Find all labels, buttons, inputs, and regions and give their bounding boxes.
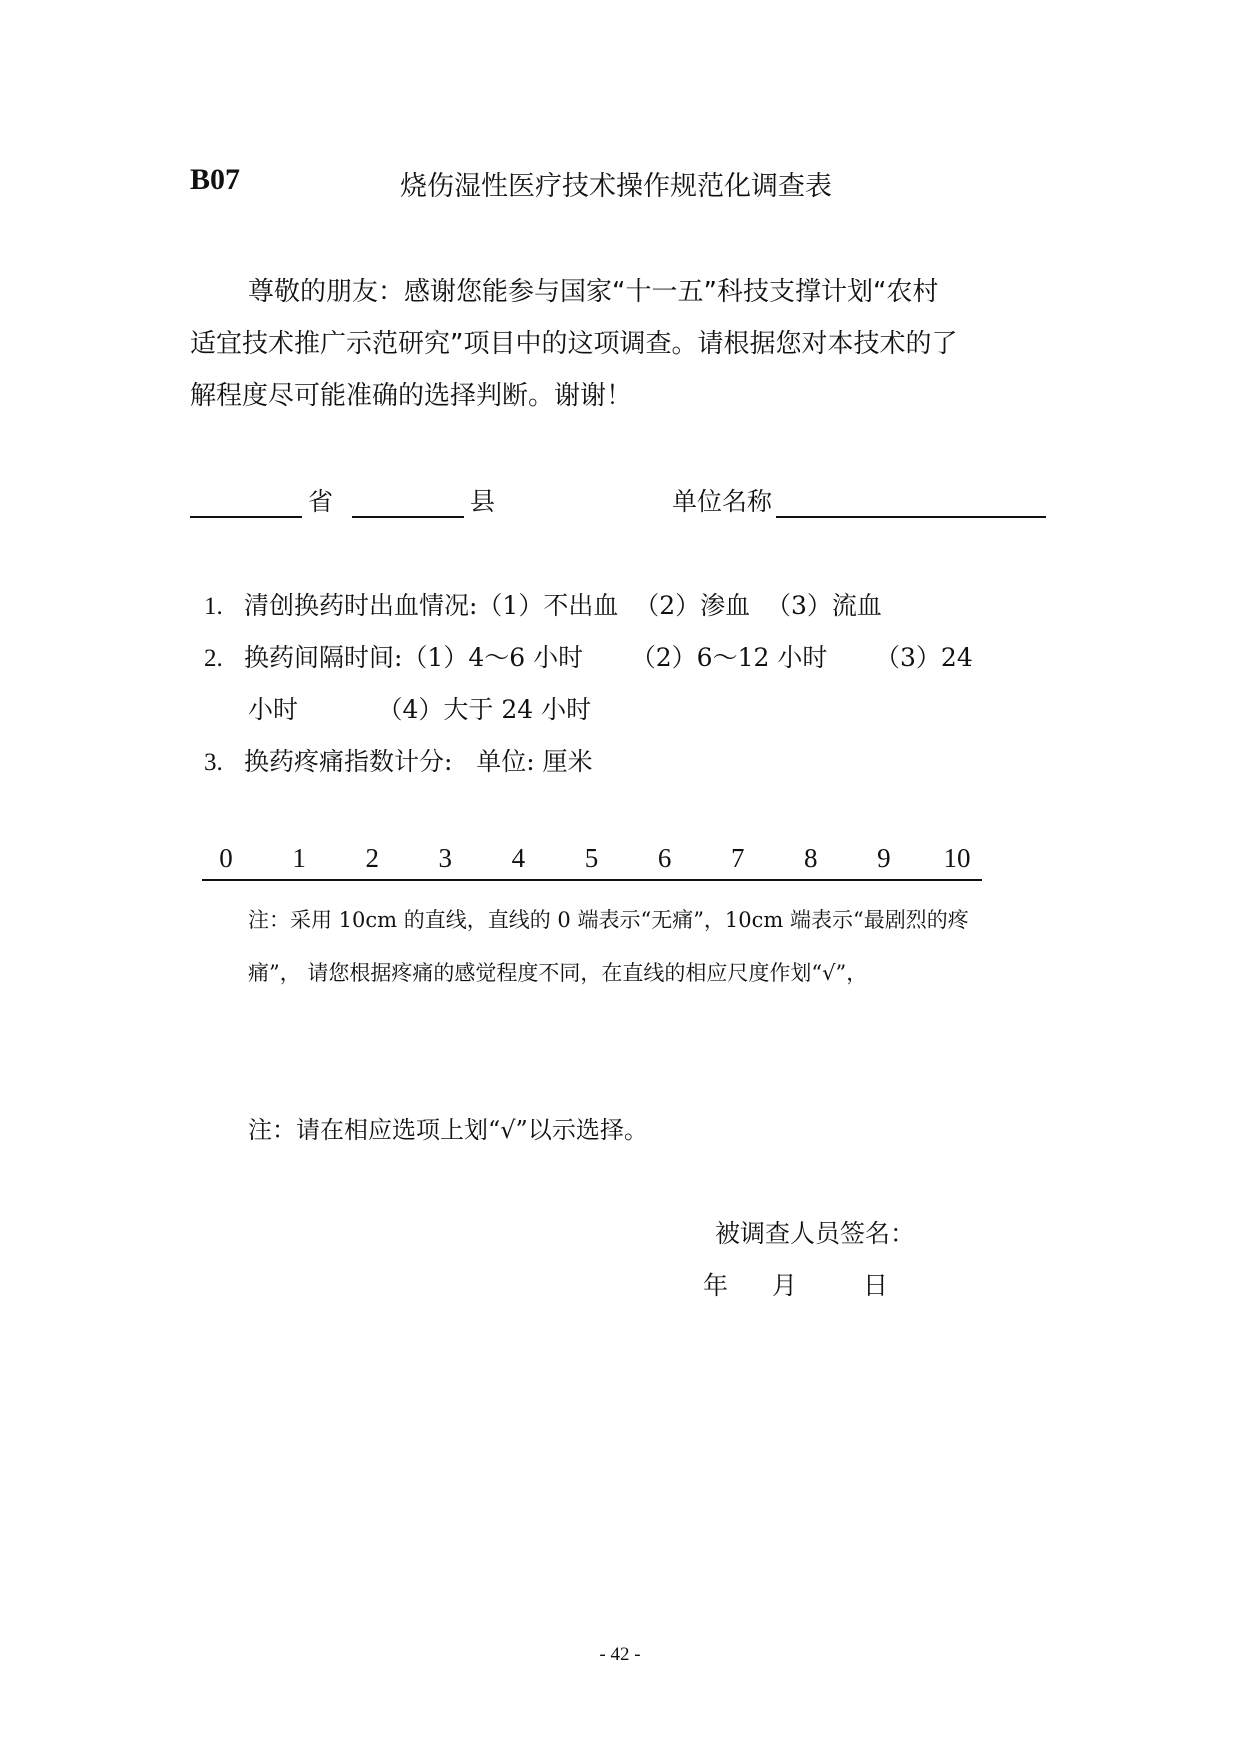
- intro-line-1: 尊敬的朋友：感谢您能参与国家“十一五”科技支撑计划“农村: [248, 277, 939, 307]
- signature-label[interactable]: 被调查人员签名：: [715, 1219, 916, 1248]
- question-3[interactable]: [204, 742, 593, 778]
- question-number: 2.: [204, 645, 223, 672]
- scale-tick-label: 2: [365, 843, 379, 873]
- form-code: B07: [190, 163, 241, 196]
- date-line[interactable]: [703, 1266, 888, 1302]
- year-label: 年: [703, 1271, 729, 1300]
- pain-scale-line[interactable]: [202, 843, 982, 881]
- question-1[interactable]: [204, 586, 882, 622]
- scale-tick-label: 7: [730, 843, 745, 873]
- province-field: [190, 482, 333, 518]
- question-text: 换药疼痛指数计分: 单位: 厘米: [244, 747, 593, 776]
- county-label: 县: [470, 487, 496, 516]
- scale-tick-label: 1: [292, 843, 306, 873]
- question-2[interactable]: [204, 638, 973, 674]
- province-blank[interactable]: [190, 488, 302, 518]
- scale-note-line-2: 痛”， 请您根据疼痛的感觉程度不同，在直线的相应尺度作划“√”，: [248, 961, 868, 985]
- day-label: 日: [863, 1271, 889, 1300]
- unit-name-field: [672, 482, 1046, 518]
- scale-note-line-1: 注：采用 10cm 的直线，直线的 0 端表示“无痛”，10cm 端表示“最剧烈的疼: [248, 908, 969, 932]
- province-label: 省: [308, 487, 334, 516]
- scale-tick-label: 0: [219, 843, 233, 873]
- county-field: [352, 482, 495, 518]
- page-number: - 42 -: [599, 1644, 641, 1665]
- unit-name-label: 单位名称: [672, 487, 773, 516]
- scale-tick-label: 3: [438, 843, 453, 873]
- scale-tick-label: 9: [877, 843, 891, 873]
- unit-name-blank[interactable]: [776, 488, 1046, 518]
- intro-paragraph: [190, 266, 1060, 422]
- question-2-continuation: 小时 （4）大于 24 小时: [248, 695, 592, 724]
- intro-line-2: 适宜技术推广示范研究”项目中的这项调查。请根据您对本技术的了: [190, 329, 958, 359]
- scale-tick-label: 4: [511, 843, 526, 873]
- scale-tick-label: 10: [943, 843, 971, 873]
- question-text: 清创换药时出血情况:（1）不出血 （2）渗血 （3）流血: [244, 591, 882, 620]
- question-number: 1.: [204, 593, 223, 620]
- scale-tick-label: 8: [804, 843, 818, 873]
- county-blank[interactable]: [352, 488, 464, 518]
- form-title: 烧伤湿性医疗技术操作规范化调查表: [400, 171, 832, 202]
- scale-tick-label: 6: [657, 843, 672, 873]
- intro-line-3: 解程度尽可能准确的选择判断。谢谢！: [190, 381, 633, 411]
- question-text: 换药间隔时间:（1）4～6 小时 （2）6～12 小时 （3）24: [244, 643, 973, 672]
- scale-tick-label: 5: [584, 843, 599, 873]
- question-number: 3.: [204, 749, 223, 776]
- month-label: 月: [772, 1271, 798, 1300]
- general-note: 注：请在相应选项上划“√”以示选择。: [248, 1116, 648, 1144]
